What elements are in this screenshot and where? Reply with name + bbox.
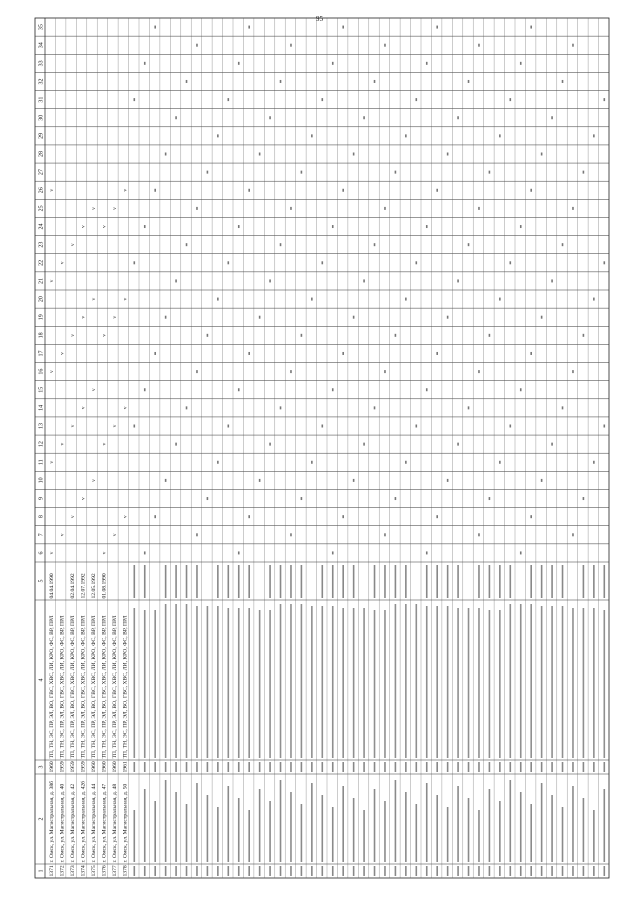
- column-header: 17: [38, 350, 45, 357]
- row-address: г. Омск, ул. Магистральная, д. 48: [111, 783, 118, 863]
- check-mark: v: [111, 315, 118, 319]
- check-mark: v: [111, 207, 118, 210]
- row-elements: ТП, ТН, ЭС, ПР, ЭЛ, ВО, ГВС, ХВС, ЛИ, КРО, ФС, ВР, ПРЛ: [122, 615, 129, 759]
- row-year: 1959: [80, 761, 87, 773]
- row-date: 02.04.1992: [70, 573, 77, 599]
- check-mark: v: [101, 333, 108, 337]
- column-header: 9: [38, 497, 45, 501]
- column-header: 18: [38, 332, 45, 339]
- column-header: 19: [38, 314, 45, 321]
- row-number: 1372: [59, 865, 66, 877]
- check-mark: v: [101, 551, 108, 555]
- check-mark: v: [91, 207, 98, 210]
- row-number: 1373: [70, 865, 77, 877]
- column-header: 21: [38, 277, 45, 284]
- row-address: г. Омск, ул. Магистральная, д. 38б: [49, 780, 56, 863]
- row-elements: ТП, ТН, ЭС, ПР, ЭЛ, ВО, ГВС, ХВС, ЛИ, КРО, ФС, ВР, ПРЛ: [70, 615, 77, 759]
- row-year: 1959: [70, 761, 77, 773]
- check-mark: v: [122, 188, 129, 192]
- column-header: 23: [38, 241, 45, 248]
- column-header: 16: [38, 368, 45, 375]
- row-number: 1377: [111, 865, 118, 877]
- row-number: 1375: [91, 865, 98, 877]
- row-elements: ТП, ТН, ЭС, ПР, ЭЛ, ВО, ГВС, ХВС, ЛИ, КРО, ФС, ВР, ПРЛ: [91, 615, 98, 759]
- column-header: 10: [38, 477, 45, 484]
- row-year: 1960: [91, 761, 98, 773]
- row-year: 1961: [122, 761, 129, 773]
- check-mark: v: [59, 442, 66, 446]
- check-mark: v: [70, 333, 77, 337]
- check-mark: v: [70, 515, 77, 519]
- row-number: 1376: [101, 865, 108, 877]
- row-elements: ТП, ТН, ЭС, ПР, ЭЛ, ВО, ГВС, ХВС, ЛИ, КРО, ФС, ВР, ПРЛ: [80, 615, 87, 759]
- row-year: 1960: [111, 761, 118, 773]
- check-mark: v: [80, 497, 87, 500]
- row-address: г. Омск, ул. Магистральная, д. 40: [59, 783, 66, 863]
- check-mark: v: [122, 297, 129, 301]
- check-mark: v: [49, 188, 56, 192]
- row-address: г. Омск, ул. Магистральная, д. 50: [122, 783, 129, 863]
- column-header: 15: [38, 386, 45, 393]
- column-header: 26: [38, 187, 45, 194]
- row-number: 1378: [122, 865, 129, 877]
- row-address: г. Омск, ул. Магистральная, д. 42б: [80, 780, 87, 863]
- check-mark: v: [91, 297, 98, 301]
- column-header: 34: [38, 42, 45, 49]
- column-header: 8: [38, 515, 45, 519]
- check-mark: v: [122, 515, 129, 519]
- column-header: 12: [38, 441, 45, 448]
- row-number: 1371: [49, 865, 56, 877]
- column-header: 33: [38, 60, 45, 67]
- column-header: 13: [38, 423, 45, 429]
- column-header: 5: [38, 579, 45, 583]
- row-date: 12.05.1992: [91, 573, 98, 599]
- column-header: 22: [38, 259, 45, 266]
- check-mark: v: [59, 352, 66, 355]
- row-year: 1960: [49, 761, 56, 773]
- column-header: 2: [38, 817, 45, 821]
- check-mark: v: [70, 424, 77, 428]
- column-header: 25: [38, 205, 45, 212]
- check-mark: v: [49, 370, 56, 373]
- row-elements: ТП, ТН, ЭС, ПР, ЭЛ, ВО, ГВС, ХВС, ЛИ, КРО, ФС, ВР, ПРЛ: [101, 615, 108, 759]
- column-header: 27: [38, 169, 45, 176]
- column-header: 6: [38, 551, 45, 555]
- check-mark: v: [111, 424, 118, 428]
- column-header: 31: [38, 96, 45, 103]
- column-header: 28: [38, 151, 45, 157]
- check-mark: v: [80, 225, 87, 228]
- column-header: 20: [38, 296, 45, 303]
- page-number: 95: [316, 15, 323, 23]
- check-mark: v: [101, 442, 108, 446]
- column-header: 1: [38, 869, 45, 873]
- row-elements: ТП, ТН, ЭС, ПР, ЭЛ, ВО, ГВС, ХВС, ЛИ, КРО, ФС, ВР, ПРЛ: [59, 615, 66, 759]
- check-mark: v: [49, 460, 56, 464]
- row-address: г. Омск, ул. Магистральная, д. 42: [70, 783, 77, 863]
- rotated-table: [35, 18, 609, 878]
- check-mark: v: [101, 225, 108, 228]
- check-mark: v: [91, 479, 98, 482]
- column-header: 32: [38, 78, 45, 85]
- check-mark: v: [111, 533, 118, 537]
- row-elements: ТП, ТН, ЭС, ПР, ЭЛ, ВО, ГВС, ХВС, ЛИ, КРО, ФС, ВР, ПРЛ: [49, 615, 56, 759]
- row-address: г. Омск, ул. Магистральная, д. 47: [101, 783, 108, 863]
- row-date: 12.07.1992: [80, 573, 87, 599]
- check-mark: v: [80, 315, 87, 319]
- check-mark: v: [59, 261, 66, 265]
- column-header: 7: [38, 533, 45, 537]
- check-mark: v: [91, 388, 98, 392]
- column-header: 3: [38, 765, 45, 769]
- row-number: 1374: [80, 865, 87, 877]
- column-header: 11: [38, 459, 45, 466]
- column-header: 35: [38, 24, 45, 31]
- row-address: г. Омск, ул. Магистральная, д. 44: [91, 783, 98, 863]
- check-mark: v: [59, 533, 66, 537]
- check-mark: v: [80, 406, 87, 410]
- column-header: 24: [38, 223, 45, 230]
- column-header: 29: [38, 132, 45, 139]
- row-date: 04.04.1990: [49, 573, 56, 599]
- check-mark: v: [49, 279, 56, 283]
- column-header: 30: [38, 114, 45, 121]
- check-mark: v: [49, 551, 56, 555]
- row-year: 1960: [101, 761, 108, 773]
- row-elements: ТП, ТН, ЭС, ПР, ЭЛ, ВО, ГВС, ХВС, ЛИ, КРО, ФС, ВР, ПРЛ: [111, 615, 118, 759]
- column-header: 14: [38, 404, 45, 411]
- check-mark: v: [122, 406, 129, 410]
- column-header: 4: [38, 678, 45, 682]
- row-date: 01.08.1990: [101, 573, 108, 599]
- check-mark: v: [70, 243, 77, 247]
- row-year: 1959: [59, 761, 66, 773]
